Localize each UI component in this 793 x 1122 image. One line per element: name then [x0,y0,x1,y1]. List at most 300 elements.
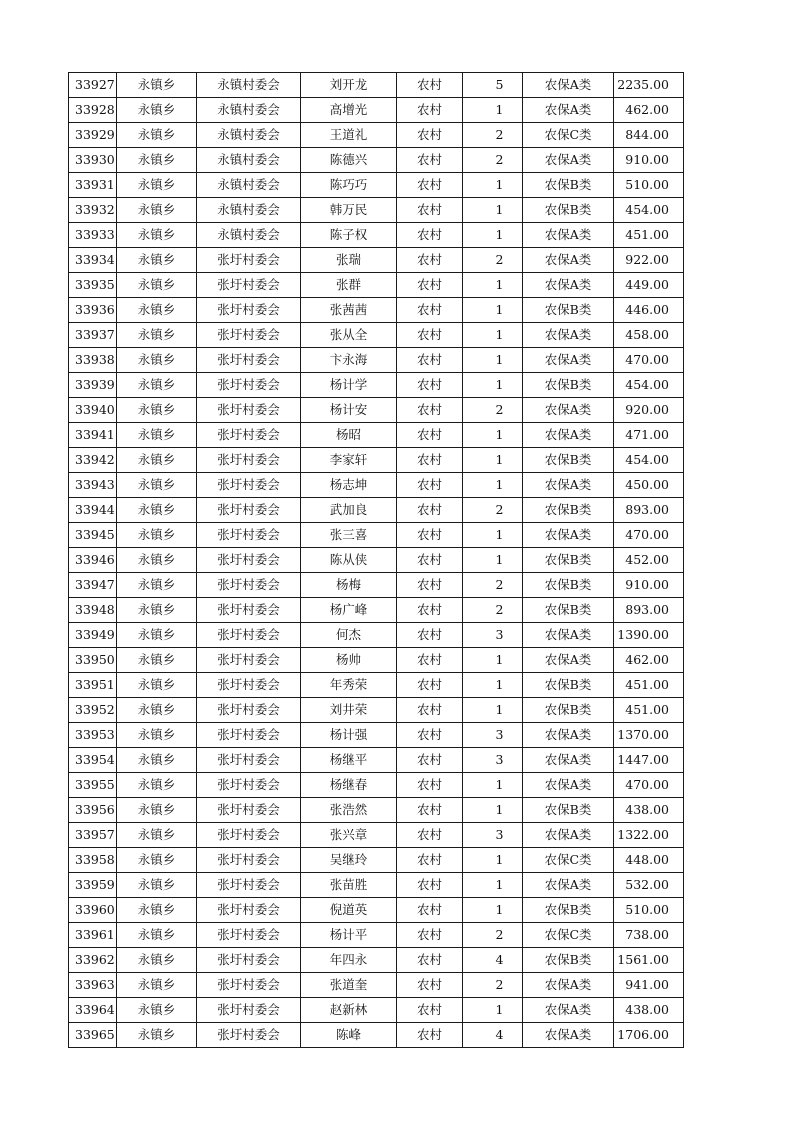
amount-cell: 920.00 [614,398,684,423]
township-cell: 永镇乡 [117,823,197,848]
amount-cell: 450.00 [614,473,684,498]
village-committee-cell: 张圩村委会 [197,923,301,948]
name-cell: 杨计平 [301,923,397,948]
village-committee-cell: 永镇村委会 [197,198,301,223]
village-committee-cell: 张圩村委会 [197,523,301,548]
amount-cell: 452.00 [614,548,684,573]
area-type-cell: 农村 [397,223,463,248]
amount-cell: 910.00 [614,148,684,173]
amount-cell: 462.00 [614,648,684,673]
name-cell: 年四永 [301,948,397,973]
township-cell: 永镇乡 [117,998,197,1023]
insurance-category-cell: 农保B类 [523,948,614,973]
name-cell: 杨广峰 [301,598,397,623]
township-cell: 永镇乡 [117,598,197,623]
village-committee-cell: 张圩村委会 [197,323,301,348]
table-row [69,398,684,423]
household-count-cell: 2 [463,923,523,948]
record-id-cell: 33945 [69,523,117,548]
village-committee-cell: 张圩村委会 [197,423,301,448]
insurance-category-cell: 农保C类 [523,848,614,873]
village-committee-cell: 张圩村委会 [197,473,301,498]
table-row [69,723,684,748]
amount-cell: 1561.00 [614,948,684,973]
record-id-cell: 33933 [69,223,117,248]
area-type-cell: 农村 [397,698,463,723]
name-cell: 张从全 [301,323,397,348]
insurance-category-cell: 农保A类 [523,998,614,1023]
village-committee-cell: 张圩村委会 [197,823,301,848]
record-id-cell: 33952 [69,698,117,723]
amount-cell: 1447.00 [614,748,684,773]
area-type-cell: 农村 [397,898,463,923]
village-committee-cell: 张圩村委会 [197,573,301,598]
name-cell: 陈德兴 [301,148,397,173]
township-cell: 永镇乡 [117,248,197,273]
name-cell: 武加良 [301,498,397,523]
table-row [69,873,684,898]
amount-cell: 893.00 [614,598,684,623]
village-committee-cell: 永镇村委会 [197,173,301,198]
amount-cell: 454.00 [614,198,684,223]
insurance-category-cell: 农保A类 [523,973,614,998]
table-row [69,198,684,223]
insurance-category-cell: 农保C类 [523,123,614,148]
township-cell: 永镇乡 [117,348,197,373]
area-type-cell: 农村 [397,673,463,698]
name-cell: 杨梅 [301,573,397,598]
name-cell: 张瑞 [301,248,397,273]
record-id-cell: 33930 [69,148,117,173]
table-row [69,573,684,598]
table-row [69,298,684,323]
name-cell: 杨计安 [301,398,397,423]
area-type-cell: 农村 [397,973,463,998]
township-cell: 永镇乡 [117,498,197,523]
household-count-cell: 1 [463,273,523,298]
name-cell: 杨继春 [301,773,397,798]
township-cell: 永镇乡 [117,423,197,448]
amount-cell: 438.00 [614,998,684,1023]
table-row [69,848,684,873]
area-type-cell: 农村 [397,373,463,398]
household-count-cell: 1 [463,998,523,1023]
insurance-category-cell: 农保A类 [523,223,614,248]
insurance-category-cell: 农保C类 [523,923,614,948]
table-row [69,673,684,698]
name-cell: 杨昭 [301,423,397,448]
area-type-cell: 农村 [397,98,463,123]
area-type-cell: 农村 [397,848,463,873]
village-committee-cell: 永镇村委会 [197,148,301,173]
village-committee-cell: 张圩村委会 [197,748,301,773]
amount-cell: 844.00 [614,123,684,148]
household-count-cell: 4 [463,1023,523,1048]
amount-cell: 471.00 [614,423,684,448]
household-count-cell: 1 [463,898,523,923]
household-count-cell: 1 [463,173,523,198]
amount-cell: 470.00 [614,348,684,373]
township-cell: 永镇乡 [117,923,197,948]
township-cell: 永镇乡 [117,273,197,298]
record-id-cell: 33958 [69,848,117,873]
record-id-cell: 33937 [69,323,117,348]
area-type-cell: 农村 [397,998,463,1023]
village-committee-cell: 张圩村委会 [197,248,301,273]
area-type-cell: 农村 [397,523,463,548]
table-row [69,73,684,98]
record-id-cell: 33943 [69,473,117,498]
township-cell: 永镇乡 [117,948,197,973]
record-id-cell: 33955 [69,773,117,798]
name-cell: 杨志坤 [301,473,397,498]
amount-cell: 438.00 [614,798,684,823]
household-count-cell: 3 [463,748,523,773]
insurance-category-cell: 农保A类 [523,823,614,848]
household-count-cell: 1 [463,448,523,473]
table-row [69,273,684,298]
area-type-cell: 农村 [397,398,463,423]
table-row [69,173,684,198]
insurance-category-cell: 农保A类 [523,1023,614,1048]
name-cell: 杨帅 [301,648,397,673]
area-type-cell: 农村 [397,298,463,323]
insurance-category-cell: 农保B类 [523,798,614,823]
village-committee-cell: 张圩村委会 [197,673,301,698]
record-id-cell: 33944 [69,498,117,523]
insurance-category-cell: 农保B类 [523,173,614,198]
household-count-cell: 1 [463,348,523,373]
village-committee-cell: 张圩村委会 [197,373,301,398]
township-cell: 永镇乡 [117,123,197,148]
name-cell: 杨计强 [301,723,397,748]
table-row [69,648,684,673]
village-committee-cell: 张圩村委会 [197,273,301,298]
amount-cell: 451.00 [614,673,684,698]
table-row [69,98,684,123]
area-type-cell: 农村 [397,548,463,573]
record-id-cell: 33960 [69,898,117,923]
village-committee-cell: 张圩村委会 [197,448,301,473]
township-cell: 永镇乡 [117,723,197,748]
table-row [69,248,684,273]
amount-cell: 910.00 [614,573,684,598]
household-count-cell: 3 [463,723,523,748]
area-type-cell: 农村 [397,823,463,848]
table-row [69,923,684,948]
record-id-cell: 33954 [69,748,117,773]
township-cell: 永镇乡 [117,373,197,398]
amount-cell: 470.00 [614,523,684,548]
amount-cell: 1370.00 [614,723,684,748]
name-cell: 张三喜 [301,523,397,548]
table-row [69,523,684,548]
table-row [69,1023,684,1048]
table-row [69,373,684,398]
township-cell: 永镇乡 [117,173,197,198]
area-type-cell: 农村 [397,423,463,448]
household-count-cell: 1 [463,873,523,898]
township-cell: 永镇乡 [117,448,197,473]
insurance-category-cell: 农保A类 [523,623,614,648]
village-committee-cell: 永镇村委会 [197,73,301,98]
village-committee-cell: 张圩村委会 [197,298,301,323]
table-row [69,898,684,923]
township-cell: 永镇乡 [117,748,197,773]
table-row [69,773,684,798]
name-cell: 张浩然 [301,798,397,823]
record-id-cell: 33961 [69,923,117,948]
name-cell: 王道礼 [301,123,397,148]
township-cell: 永镇乡 [117,523,197,548]
table-row [69,823,684,848]
household-count-cell: 1 [463,423,523,448]
amount-cell: 451.00 [614,698,684,723]
record-id-cell: 33938 [69,348,117,373]
township-cell: 永镇乡 [117,798,197,823]
village-committee-cell: 张圩村委会 [197,948,301,973]
township-cell: 永镇乡 [117,773,197,798]
record-id-cell: 33964 [69,998,117,1023]
village-committee-cell: 张圩村委会 [197,798,301,823]
area-type-cell: 农村 [397,798,463,823]
insurance-category-cell: 农保A类 [523,248,614,273]
insurance-category-cell: 农保B类 [523,373,614,398]
township-cell: 永镇乡 [117,573,197,598]
household-count-cell: 2 [463,498,523,523]
township-cell: 永镇乡 [117,223,197,248]
amount-cell: 893.00 [614,498,684,523]
household-count-cell: 1 [463,698,523,723]
name-cell: 张群 [301,273,397,298]
name-cell: 陈子权 [301,223,397,248]
amount-cell: 451.00 [614,223,684,248]
village-committee-cell: 张圩村委会 [197,873,301,898]
insurance-category-cell: 农保A类 [523,273,614,298]
area-type-cell: 农村 [397,1023,463,1048]
amount-cell: 532.00 [614,873,684,898]
amount-cell: 1706.00 [614,1023,684,1048]
record-id-cell: 33953 [69,723,117,748]
name-cell: 韩万民 [301,198,397,223]
name-cell: 刘井荣 [301,698,397,723]
record-id-cell: 33951 [69,673,117,698]
village-committee-cell: 张圩村委会 [197,898,301,923]
household-count-cell: 1 [463,773,523,798]
allowance-table [68,72,684,1048]
household-count-cell: 2 [463,123,523,148]
insurance-category-cell: 农保A类 [523,398,614,423]
household-count-cell: 1 [463,648,523,673]
household-count-cell: 1 [463,848,523,873]
village-committee-cell: 永镇村委会 [197,98,301,123]
name-cell: 杨继平 [301,748,397,773]
table-row [69,973,684,998]
record-id-cell: 33949 [69,623,117,648]
record-id-cell: 33948 [69,598,117,623]
area-type-cell: 农村 [397,623,463,648]
name-cell: 吴继玲 [301,848,397,873]
table-row [69,473,684,498]
record-id-cell: 33934 [69,248,117,273]
township-cell: 永镇乡 [117,548,197,573]
table-row [69,498,684,523]
township-cell: 永镇乡 [117,623,197,648]
name-cell: 陈峰 [301,1023,397,1048]
area-type-cell: 农村 [397,498,463,523]
amount-cell: 510.00 [614,173,684,198]
insurance-category-cell: 农保B类 [523,898,614,923]
name-cell: 赵新林 [301,998,397,1023]
table-row [69,348,684,373]
name-cell: 年秀荣 [301,673,397,698]
area-type-cell: 农村 [397,323,463,348]
area-type-cell: 农村 [397,148,463,173]
amount-cell: 454.00 [614,448,684,473]
record-id-cell: 33950 [69,648,117,673]
record-id-cell: 33935 [69,273,117,298]
name-cell: 张苗胜 [301,873,397,898]
village-committee-cell: 张圩村委会 [197,623,301,648]
township-cell: 永镇乡 [117,148,197,173]
name-cell: 陈巧巧 [301,173,397,198]
village-committee-cell: 张圩村委会 [197,1023,301,1048]
household-count-cell: 1 [463,223,523,248]
household-count-cell: 1 [463,323,523,348]
amount-cell: 449.00 [614,273,684,298]
record-id-cell: 33963 [69,973,117,998]
record-id-cell: 33932 [69,198,117,223]
insurance-category-cell: 农保A类 [523,423,614,448]
township-cell: 永镇乡 [117,648,197,673]
insurance-category-cell: 农保B类 [523,573,614,598]
area-type-cell: 农村 [397,598,463,623]
village-committee-cell: 张圩村委会 [197,598,301,623]
table-row [69,698,684,723]
table-body [69,73,684,1048]
household-count-cell: 1 [463,523,523,548]
amount-cell: 738.00 [614,923,684,948]
name-cell: 何杰 [301,623,397,648]
household-count-cell: 1 [463,198,523,223]
village-committee-cell: 张圩村委会 [197,973,301,998]
area-type-cell: 农村 [397,948,463,973]
township-cell: 永镇乡 [117,73,197,98]
name-cell: 张茜茜 [301,298,397,323]
insurance-category-cell: 农保A类 [523,648,614,673]
village-committee-cell: 张圩村委会 [197,348,301,373]
insurance-category-cell: 农保B类 [523,548,614,573]
village-committee-cell: 张圩村委会 [197,698,301,723]
village-committee-cell: 张圩村委会 [197,398,301,423]
insurance-category-cell: 农保B类 [523,598,614,623]
record-id-cell: 33956 [69,798,117,823]
area-type-cell: 农村 [397,748,463,773]
insurance-category-cell: 农保A类 [523,773,614,798]
insurance-category-cell: 农保A类 [523,73,614,98]
name-cell: 卞永海 [301,348,397,373]
household-count-cell: 2 [463,573,523,598]
area-type-cell: 农村 [397,723,463,748]
area-type-cell: 农村 [397,448,463,473]
amount-cell: 470.00 [614,773,684,798]
table-row [69,123,684,148]
name-cell: 张兴章 [301,823,397,848]
village-committee-cell: 张圩村委会 [197,648,301,673]
area-type-cell: 农村 [397,923,463,948]
amount-cell: 1322.00 [614,823,684,848]
name-cell: 刘开龙 [301,73,397,98]
insurance-category-cell: 农保A类 [523,873,614,898]
household-count-cell: 1 [463,673,523,698]
township-cell: 永镇乡 [117,673,197,698]
area-type-cell: 农村 [397,198,463,223]
record-id-cell: 33928 [69,98,117,123]
insurance-category-cell: 农保A类 [523,98,614,123]
table-row [69,223,684,248]
record-id-cell: 33927 [69,73,117,98]
insurance-category-cell: 农保B类 [523,698,614,723]
village-committee-cell: 张圩村委会 [197,848,301,873]
area-type-cell: 农村 [397,473,463,498]
record-id-cell: 33965 [69,1023,117,1048]
village-committee-cell: 张圩村委会 [197,723,301,748]
record-id-cell: 33929 [69,123,117,148]
table-row [69,548,684,573]
area-type-cell: 农村 [397,123,463,148]
household-count-cell: 1 [463,98,523,123]
record-id-cell: 33959 [69,873,117,898]
table-row [69,998,684,1023]
insurance-category-cell: 农保B类 [523,673,614,698]
township-cell: 永镇乡 [117,848,197,873]
household-count-cell: 3 [463,823,523,848]
table-row [69,148,684,173]
amount-cell: 462.00 [614,98,684,123]
record-id-cell: 33946 [69,548,117,573]
record-id-cell: 33957 [69,823,117,848]
area-type-cell: 农村 [397,348,463,373]
name-cell: 杨计学 [301,373,397,398]
insurance-category-cell: 农保A类 [523,523,614,548]
record-id-cell: 33942 [69,448,117,473]
area-type-cell: 农村 [397,873,463,898]
village-committee-cell: 张圩村委会 [197,548,301,573]
township-cell: 永镇乡 [117,298,197,323]
household-count-cell: 5 [463,73,523,98]
insurance-category-cell: 农保A类 [523,723,614,748]
table-row [69,748,684,773]
amount-cell: 458.00 [614,323,684,348]
insurance-category-cell: 农保B类 [523,298,614,323]
household-count-cell: 2 [463,598,523,623]
township-cell: 永镇乡 [117,898,197,923]
area-type-cell: 农村 [397,173,463,198]
household-count-cell: 1 [463,548,523,573]
household-count-cell: 1 [463,473,523,498]
insurance-category-cell: 农保A类 [523,148,614,173]
township-cell: 永镇乡 [117,198,197,223]
township-cell: 永镇乡 [117,1023,197,1048]
area-type-cell: 农村 [397,73,463,98]
record-id-cell: 33939 [69,373,117,398]
village-committee-cell: 张圩村委会 [197,998,301,1023]
insurance-category-cell: 农保B类 [523,498,614,523]
township-cell: 永镇乡 [117,973,197,998]
table-row [69,323,684,348]
record-id-cell: 33936 [69,298,117,323]
area-type-cell: 农村 [397,273,463,298]
